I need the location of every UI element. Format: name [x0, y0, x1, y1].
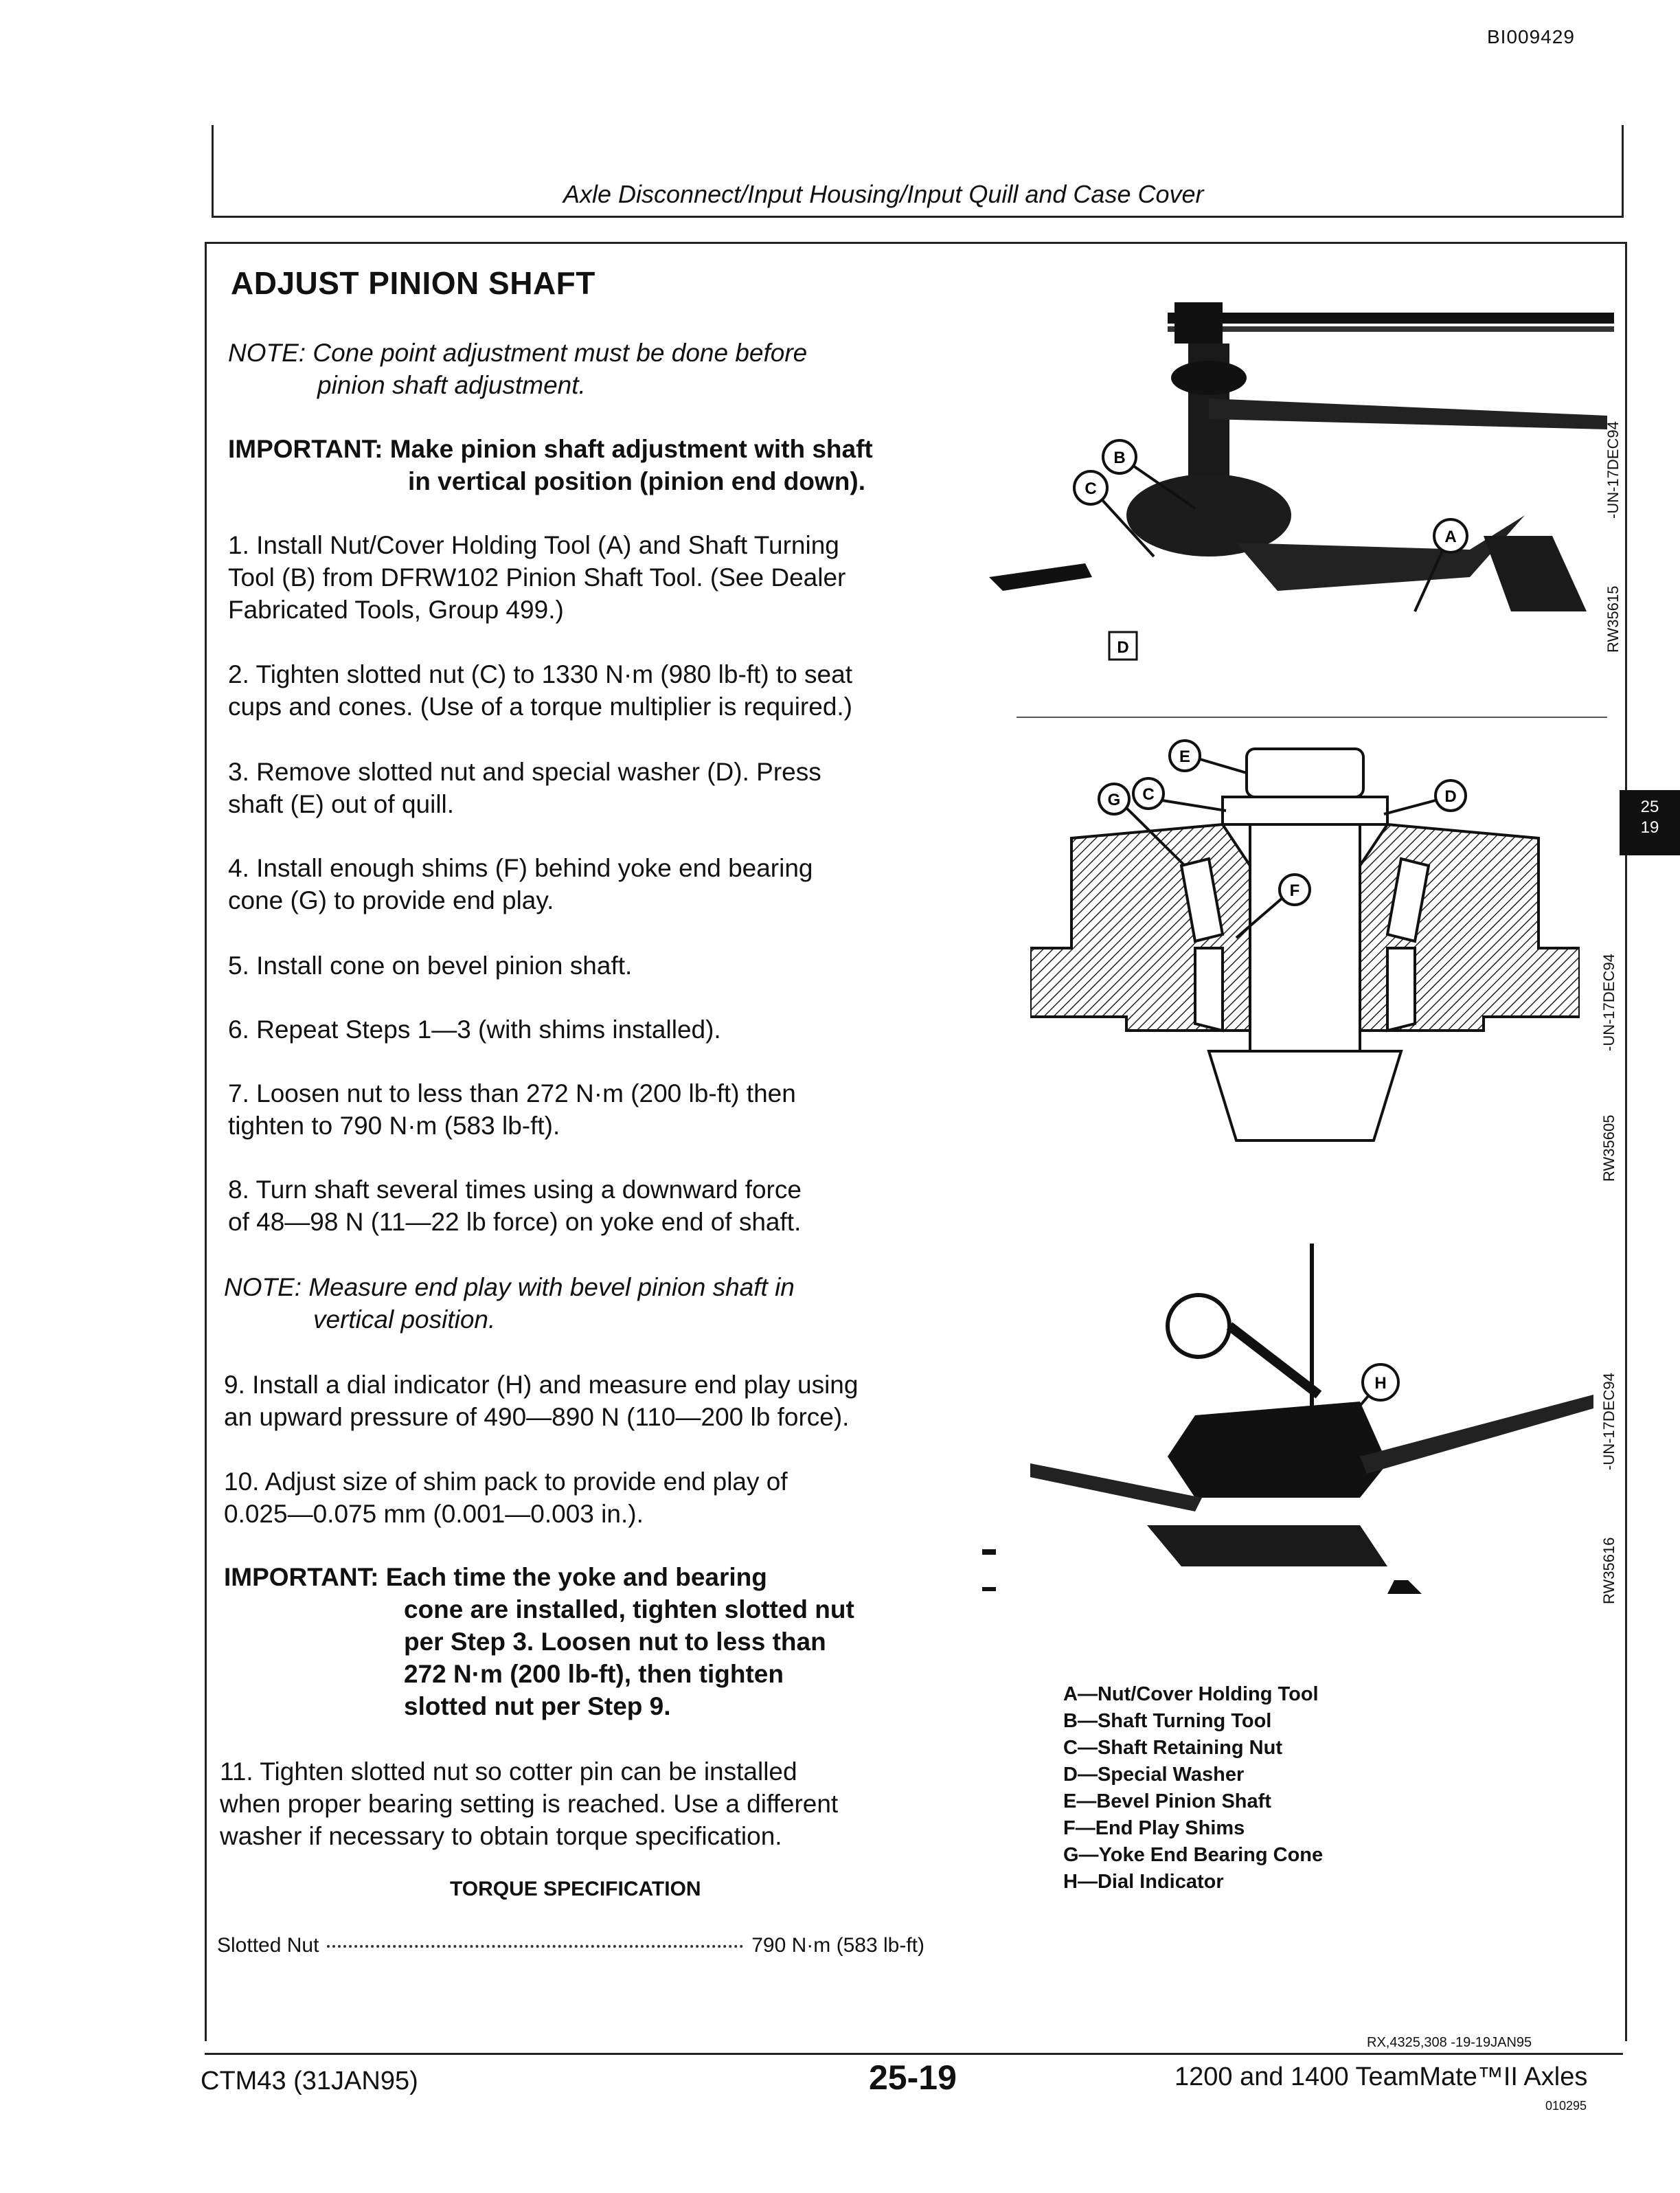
step-7: [228, 1077, 796, 1142]
pinion-gear: [1209, 1051, 1401, 1140]
wrench-handle: [1168, 313, 1614, 324]
torque-value: 790 N·m (583 lb-ft): [751, 1934, 924, 1957]
step-text: 5. Install cone on bevel pinion shaft.: [228, 952, 633, 980]
figure-id: RW35616: [1600, 1537, 1617, 1604]
important-text: cone are installed, tighten slotted nut: [404, 1595, 854, 1623]
photo-detail: [1387, 1580, 1422, 1594]
step-text: washer if necessary to obtain torque specification.: [220, 1822, 782, 1850]
footer-product-title: 1200 and 1400 TeamMate™II Axles: [1174, 2062, 1588, 2091]
figure-holding-tool-photo: [989, 289, 1621, 673]
important-vertical-position: [228, 433, 873, 497]
note-cone-point: [228, 337, 807, 401]
bar: [1030, 1463, 1202, 1511]
callout-label: E: [1179, 747, 1191, 766]
important-text: Each time the yoke and bearing: [385, 1563, 767, 1591]
step-11: [220, 1755, 838, 1852]
figure-date: -UN-17DEC94: [1600, 954, 1617, 1051]
torque-spec-row: [217, 1934, 924, 1957]
photo-detail: [982, 1587, 996, 1591]
note-vertical-position: [224, 1271, 795, 1336]
leader-line: [1384, 800, 1435, 814]
leader-dots: [327, 1945, 743, 1948]
page-number: 25-19: [869, 2058, 957, 2097]
step-text: Fabricated Tools, Group 499.): [228, 596, 564, 624]
step-text: 6. Repeat Steps 1—3 (with shims installed).: [228, 1015, 721, 1044]
step-10: [224, 1465, 788, 1530]
note-text: Cone point adjustment must be done before: [313, 339, 808, 367]
legend-item: C—Shaft Retaining Nut: [1063, 1737, 1282, 1759]
section-title: Axle Disconnect/Input Housing/Input Quill and Case Cover: [563, 180, 1204, 208]
bearing-cone: [1195, 948, 1223, 1031]
step-text: cups and cones. (Use of a torque multiplier is required.): [228, 693, 852, 721]
footer-reference: RX,4325,308 -19-19JAN95: [1367, 2035, 1532, 2050]
footer-code: 010295: [1545, 2099, 1587, 2113]
legend-item: A—Nut/Cover Holding Tool: [1063, 1683, 1319, 1705]
important-text: in vertical position (pinion end down).: [408, 467, 865, 495]
callout-label: F: [1289, 881, 1300, 900]
figure-date: -UN-17DEC94: [1600, 1373, 1617, 1470]
step-text: cone (G) to provide end play.: [228, 886, 554, 914]
callout-label: H: [1374, 1374, 1387, 1393]
socket: [1174, 302, 1223, 344]
note-text: Measure end play with bevel pinion shaft in: [308, 1273, 795, 1301]
note-text: vertical position.: [313, 1305, 496, 1334]
wrench-handle: [1168, 326, 1614, 332]
dial-indicator: [1168, 1295, 1229, 1357]
photo-detail: [982, 1549, 996, 1555]
bevel-pinion-shaft: [1250, 824, 1360, 1051]
step-text: when proper bearing setting is reached. Use a different: [220, 1790, 839, 1818]
figure-dial-indicator-photo: [975, 1237, 1607, 1621]
callout-label: D: [1444, 787, 1457, 806]
callout-label: C: [1085, 480, 1097, 498]
legend-item: F—End Play Shims: [1063, 1817, 1245, 1839]
callout-label: G: [1107, 791, 1121, 809]
important-text: per Step 3. Loosen nut to less than: [404, 1628, 826, 1656]
figure-divider: [1017, 717, 1607, 718]
important-text: slotted nut per Step 9.: [404, 1692, 671, 1720]
step-text: of 48—98 N (11—22 lb force) on yoke end of shaft.: [228, 1208, 802, 1236]
step-5: [228, 949, 632, 982]
callout-label: D: [1117, 638, 1129, 657]
tab-marker-text: 25: [1640, 798, 1659, 816]
footer-divider: [205, 2053, 1623, 2055]
step-3: [228, 756, 821, 820]
indicator-arm: [1229, 1326, 1319, 1395]
bar: [1360, 1395, 1593, 1474]
step-text: 1. Install Nut/Cover Holding Tool (A) and Shaft Turning: [228, 531, 839, 559]
leader-line: [1162, 800, 1226, 811]
step-text: 3. Remove slotted nut and special washer (D). Press: [228, 758, 821, 786]
step-text: an upward pressure of 490—890 N (110—200 lb force).: [224, 1403, 850, 1431]
bearing-cone: [1387, 948, 1415, 1031]
step-8: [228, 1173, 802, 1238]
page-heading: ADJUST PINION SHAFT: [231, 265, 595, 301]
step-text: tighten to 790 N·m (583 lb-ft).: [228, 1112, 560, 1140]
figure-pinion-cross-section: [1030, 728, 1580, 1154]
important-text: Make pinion shaft adjustment with shaft: [389, 435, 873, 463]
step-text: 9. Install a dial indicator (H) and measure end play using: [224, 1371, 859, 1399]
photo-detail: [989, 563, 1092, 591]
legend-item: D—Special Washer: [1063, 1764, 1245, 1786]
collar: [1171, 361, 1247, 395]
step-2: [228, 658, 852, 723]
step-text: 0.025—0.075 mm (0.001—0.003 in.).: [224, 1500, 644, 1528]
legend-item: G—Yoke End Bearing Cone: [1063, 1844, 1324, 1866]
photo-detail: [1484, 536, 1587, 611]
step-text: 4. Install enough shims (F) behind yoke end bearing: [228, 854, 813, 882]
callout-label: C: [1142, 785, 1155, 804]
section-tab-marker: [1620, 790, 1680, 855]
callout-label: A: [1444, 528, 1457, 546]
bar: [1209, 398, 1607, 429]
important-text: 272 N·m (200 lb-ft), then tighten: [404, 1660, 784, 1688]
step-4: [228, 852, 813, 916]
note-text: pinion shaft adjustment.: [317, 371, 586, 399]
important-label: IMPORTANT:: [224, 1563, 379, 1591]
step-text: 11. Tighten slotted nut so cotter pin can be installed: [220, 1757, 797, 1786]
figure-id: RW35615: [1604, 585, 1622, 653]
legend-item: B—Shaft Turning Tool: [1063, 1710, 1272, 1732]
step-text: 8. Turn shaft several times using a downward force: [228, 1176, 802, 1204]
torque-item: Slotted Nut: [217, 1934, 319, 1957]
step-text: 2. Tighten slotted nut (C) to 1330 N·m (980 lb-ft) to seat: [228, 660, 852, 688]
leader-line: [1200, 759, 1247, 773]
legend-item: E—Bevel Pinion Shaft: [1063, 1790, 1271, 1812]
base-block: [1168, 1402, 1387, 1498]
step-text: Tool (B) from DFRW102 Pinion Shaft Tool. (See Dealer: [228, 563, 846, 592]
step-text: 10. Adjust size of shim pack to provide end play of: [224, 1467, 788, 1496]
figure-id: RW35605: [1600, 1114, 1617, 1182]
note-label: NOTE:: [224, 1273, 302, 1301]
step-1: [228, 529, 845, 626]
slotted-nut: [1223, 797, 1387, 824]
tab-marker-text: 19: [1640, 818, 1659, 837]
note-label: NOTE:: [228, 339, 306, 367]
important-label: IMPORTANT:: [228, 435, 383, 463]
footer-manual-id: CTM43 (31JAN95): [201, 2067, 418, 2095]
document-id: BI009429: [1487, 26, 1575, 47]
figure-date: -UN-17DEC94: [1604, 421, 1622, 519]
callout-label: B: [1113, 449, 1126, 467]
torque-spec-heading: TORQUE SPECIFICATION: [450, 1878, 701, 1900]
legend-item: H—Dial Indicator: [1063, 1871, 1224, 1893]
photo-detail: [1147, 1525, 1387, 1566]
callout-legend: [1063, 1681, 1323, 1896]
step-9: [224, 1369, 858, 1433]
important-retighten: [224, 1561, 854, 1722]
step-text: shaft (E) out of quill.: [228, 790, 455, 818]
step-text: 7. Loosen nut to less than 272 N·m (200 lb-ft) then: [228, 1079, 796, 1107]
shaft-top: [1247, 749, 1363, 797]
step-6: [228, 1013, 721, 1046]
